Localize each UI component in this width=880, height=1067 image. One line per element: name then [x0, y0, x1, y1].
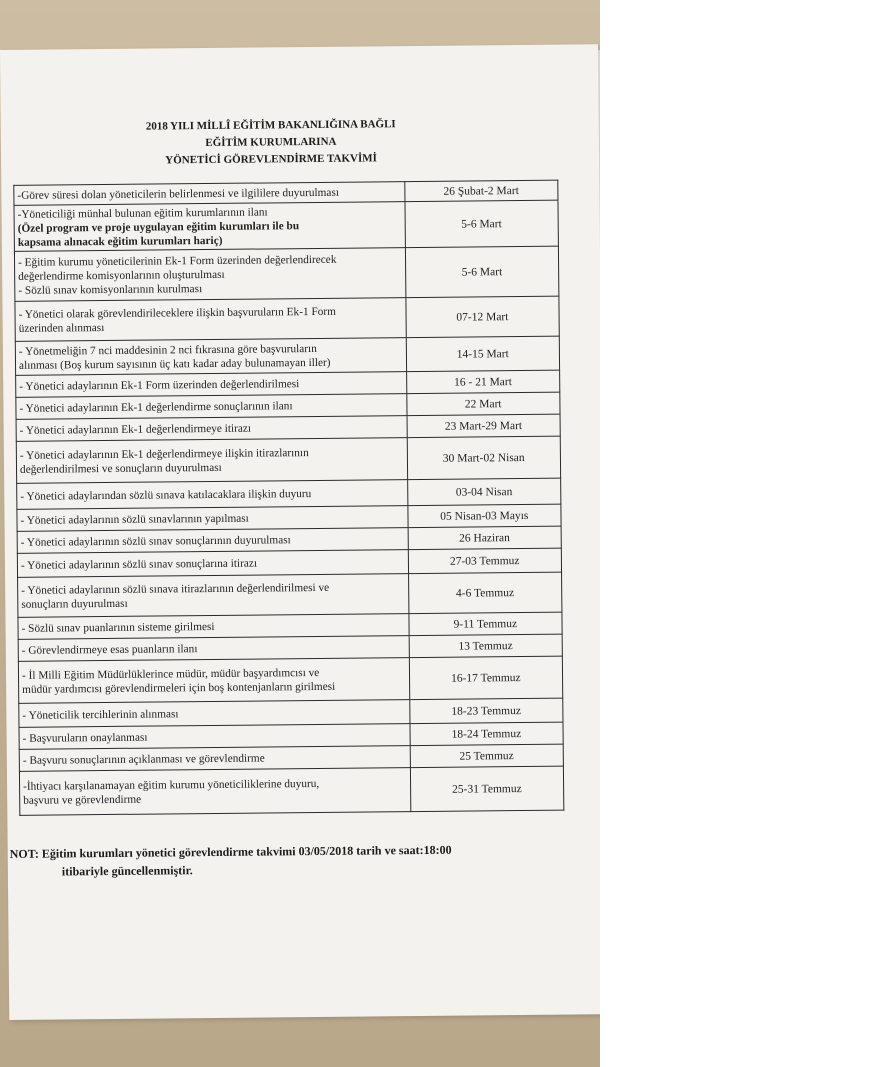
date-cell: 5-6 Mart	[405, 200, 559, 247]
activity-cell	[15, 338, 406, 376]
activity-line: sonuçların duyurulması	[21, 597, 128, 611]
activity-line: - Sözlü sınav komisyonlarının kurulması	[18, 282, 203, 297]
activity-line: - Yönetici adaylarının Ek-1 değerlendirmeye itirazı	[19, 422, 252, 437]
date-cell: 27-03 Temmuz	[408, 548, 562, 573]
title-line-1: 2018 YILI MİLLÎ EĞİTİM BAKANLIĞINA BAĞLI	[145, 118, 396, 133]
date-cell: 07-12 Mart	[406, 296, 560, 337]
activity-line: - Sözlü sınav puanlarının sisteme girilmesi	[21, 620, 215, 635]
date-cell: 9-11 Temmuz	[409, 612, 563, 635]
activity-line: - Yönetici adaylarından sözlü sınava katılacaklara ilişkin duyuru	[20, 487, 312, 503]
date-cell: 14-15 Mart	[406, 336, 560, 371]
date-cell: 16 - 21 Mart	[406, 370, 560, 393]
date-cell: 23 Mart-29 Mart	[407, 414, 561, 437]
table-row	[19, 766, 563, 815]
activity-cell	[18, 658, 409, 704]
activity-line: -Yöneticiliği münhal bulunan eğitim kurumlarının ilanı	[17, 205, 268, 221]
activity-line: değerlendirilmesi ve sonuçların duyurulması	[19, 461, 222, 476]
activity-line: -Görev süresi dolan yöneticilerin belirlenmesi ve ilgililere duyurulması	[17, 186, 340, 202]
activity-line: - Yönetici adaylarının Ek-1 değerlendirmeye ilişkin itirazlarının	[19, 446, 309, 462]
activity-line: müdür yardımcısı görevlendirmeleri için boş kontenjanların girilmesi	[22, 680, 336, 696]
date-cell: 25-31 Temmuz	[410, 766, 564, 811]
date-cell: 13 Temmuz	[409, 634, 563, 657]
note-line-1: NOT: Eğitim kurumları yönetici görevlendirme takvimi 03/05/2018 tarih ve saat:18:00	[9, 842, 452, 861]
activity-line: - Yönetici adaylarının sözlü sınav sonuçlarının duyurulması	[20, 533, 291, 549]
activity-line: - Yönetici olarak görevlendirileceklere ilişkin başvuruların Ek-1 Form	[18, 305, 336, 321]
activity-line-bold: (Özel program ve proje uygulayan eğitim kurumları ile bu	[17, 219, 300, 235]
activity-line: - Yöneticilik tercihlerinin alınması	[22, 707, 179, 722]
activity-cell	[17, 480, 408, 510]
activity-cell	[14, 202, 405, 252]
activity-line: - Başvuru sonuçlarının açıklanması ve görevlendirme	[22, 751, 265, 767]
activity-line: - İl Milli Eğitim Müdürlüklerince müdür, müdür başyardımcısı ve	[21, 666, 320, 682]
activity-line: - Eğitim kurumu yöneticilerinin Ek-1 Form üzerinden değerlendirecek	[17, 253, 337, 269]
date-cell: 5-6 Mart	[405, 246, 559, 297]
activity-line: alınması (Boş kurum sayısının üç katı kadar aday bulunamayan iller)	[18, 356, 331, 372]
activity-line: başvuru ve görevlendirme	[23, 793, 142, 807]
activity-line: - Başvuruların onaylanması	[22, 731, 148, 745]
schedule-table	[13, 180, 564, 816]
date-cell: 4-6 Temmuz	[408, 572, 562, 613]
table-row	[15, 296, 559, 341]
activity-line: - Yönetici adaylarının Ek-1 Form üzerinden değerlendirilmesi	[19, 377, 300, 393]
table-row	[15, 336, 559, 375]
title-line-3: YÖNETİCİ GÖREVLENDİRME TAKVİMİ	[165, 152, 377, 167]
note-line-2: itibariyle güncellenmiştir.	[61, 863, 193, 879]
activity-line: - Yönetici adaylarının sözlü sınava itirazlarının değerlendirilmesi ve	[21, 581, 330, 597]
update-note	[10, 840, 570, 881]
date-cell: 26 Haziran	[408, 526, 562, 549]
table-row	[18, 572, 562, 617]
table-row	[14, 200, 558, 251]
paper-sheet	[0, 44, 600, 1020]
activity-cell	[18, 574, 409, 618]
date-cell: 03-04 Nisan	[407, 478, 561, 505]
activity-line: üzerinden alınması	[18, 321, 105, 335]
date-cell: 18-24 Temmuz	[410, 722, 564, 745]
table-row	[16, 436, 560, 483]
activity-line: - Yönetici adaylarının sözlü sınavlarının yapılması	[20, 512, 249, 527]
table-row	[14, 246, 558, 301]
activity-line: - Görevlendirmeye esas puanların ilanı	[21, 642, 198, 657]
date-cell: 18-23 Temmuz	[409, 698, 563, 723]
document-title	[31, 115, 511, 171]
date-cell: 25 Temmuz	[410, 744, 564, 767]
date-cell: 30 Mart-02 Nisan	[407, 436, 561, 479]
table-row	[18, 656, 562, 703]
title-line-2: EĞİTİM KURUMLARINA	[205, 135, 337, 150]
activity-cell	[16, 438, 407, 484]
date-cell: 05 Nisan-03 Mayıs	[408, 504, 562, 527]
date-cell: 16-17 Temmuz	[409, 656, 563, 699]
schedule-table-body	[14, 180, 564, 815]
activity-line: değerlendirme komisyonlarının oluşturulması	[18, 268, 225, 283]
activity-line: - Yönetici adaylarının Ek-1 değerlendirme sonuçlarının ilanı	[19, 399, 293, 415]
activity-line: - Yönetmeliğin 7 nci maddesinin 2 nci fıkrasına göre başvuruların	[18, 342, 317, 358]
activity-line-bold: kapsama alınacak eğitim kurumları hariç)	[17, 234, 223, 249]
activity-line: -İhtiyacı karşılanamayan eğitim kurumu yöneticiliklerine duyuru,	[23, 777, 320, 793]
date-cell: 26 Şubat-2 Mart	[404, 180, 558, 201]
date-cell: 22 Mart	[406, 392, 560, 415]
activity-cell	[19, 768, 410, 816]
activity-line: - Yönetici adaylarının sözlü sınav sonuçlarına itirazı	[20, 557, 258, 572]
activity-cell	[15, 298, 406, 342]
activity-cell	[14, 248, 405, 302]
